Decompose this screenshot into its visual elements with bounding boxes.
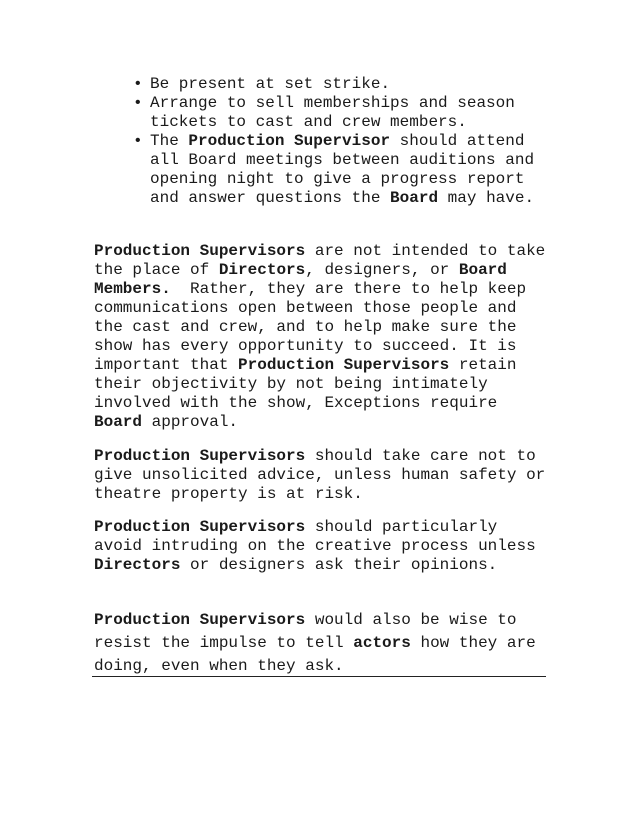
bullet-text: The: [150, 132, 189, 150]
paragraph-creative-process: [94, 518, 554, 575]
paragraph-text: how they are doing, even when they ask.: [94, 634, 536, 675]
paragraph-role-description: [94, 242, 554, 432]
bold-term: Directors: [218, 261, 306, 279]
paragraph-actors-feedback: [94, 609, 554, 678]
bullet-item-set-strike: [113, 75, 553, 94]
paragraph-text: are not intended to take the place of: [94, 242, 546, 279]
bullet-text: should attend all Board meetings between auditions and opening night to give a progress report and answer questions the: [150, 132, 535, 207]
bold-term: Production Supervisors: [238, 356, 450, 374]
bullet-bold-term: Board: [390, 189, 439, 207]
bold-term: Production Supervisors: [94, 447, 306, 465]
paragraph-text: approval.: [142, 413, 239, 431]
bold-term: actors: [353, 634, 411, 652]
bold-term: Board: [94, 413, 143, 431]
paragraph-text: retain their objectivity by not being intimately involved with the show, Exceptions require: [94, 356, 517, 412]
bold-term: Production Supervisors: [94, 611, 306, 629]
bullet-glyph: •: [133, 75, 143, 93]
bullet-text: Arrange to sell memberships and season tickets to cast and crew members.: [150, 94, 515, 131]
bullet-item-memberships: [113, 94, 553, 132]
bold-term: Directors: [94, 556, 181, 574]
paragraph-unsolicited-advice: [94, 447, 554, 504]
bullet-glyph: •: [133, 132, 143, 150]
paragraph-text: should take care not to give unsolicited advice, unless human safety or theatre property is at risk.: [94, 447, 546, 503]
bold-term: Production Supervisors: [94, 518, 306, 536]
bold-term: Board Members.: [94, 261, 507, 298]
bullet-item-board-meetings: [113, 132, 553, 208]
paragraph-text: , designers, or: [305, 261, 459, 279]
paragraph-text: or designers ask their opinions.: [180, 556, 498, 574]
bullet-glyph: •: [133, 94, 143, 112]
bold-term: Production Supervisors: [94, 242, 306, 260]
bullet-text: Be present at set strike.: [150, 75, 391, 93]
duties-bullet-list: [113, 75, 553, 208]
paragraph-text: should particularly avoid intruding on the creative process unless: [94, 518, 536, 555]
bullet-bold-term: Production Supervisor: [188, 132, 391, 150]
horizontal-rule-divider: [92, 676, 546, 677]
paragraph-text: would also be wise to resist the impulse to tell: [94, 611, 517, 652]
paragraph-text: Rather, they are there to help keep communications open between those people and the cast and crew, and to help make sure the show has every opportunity to succeed. It is important that: [94, 280, 536, 374]
bullet-text: may have.: [438, 189, 535, 207]
